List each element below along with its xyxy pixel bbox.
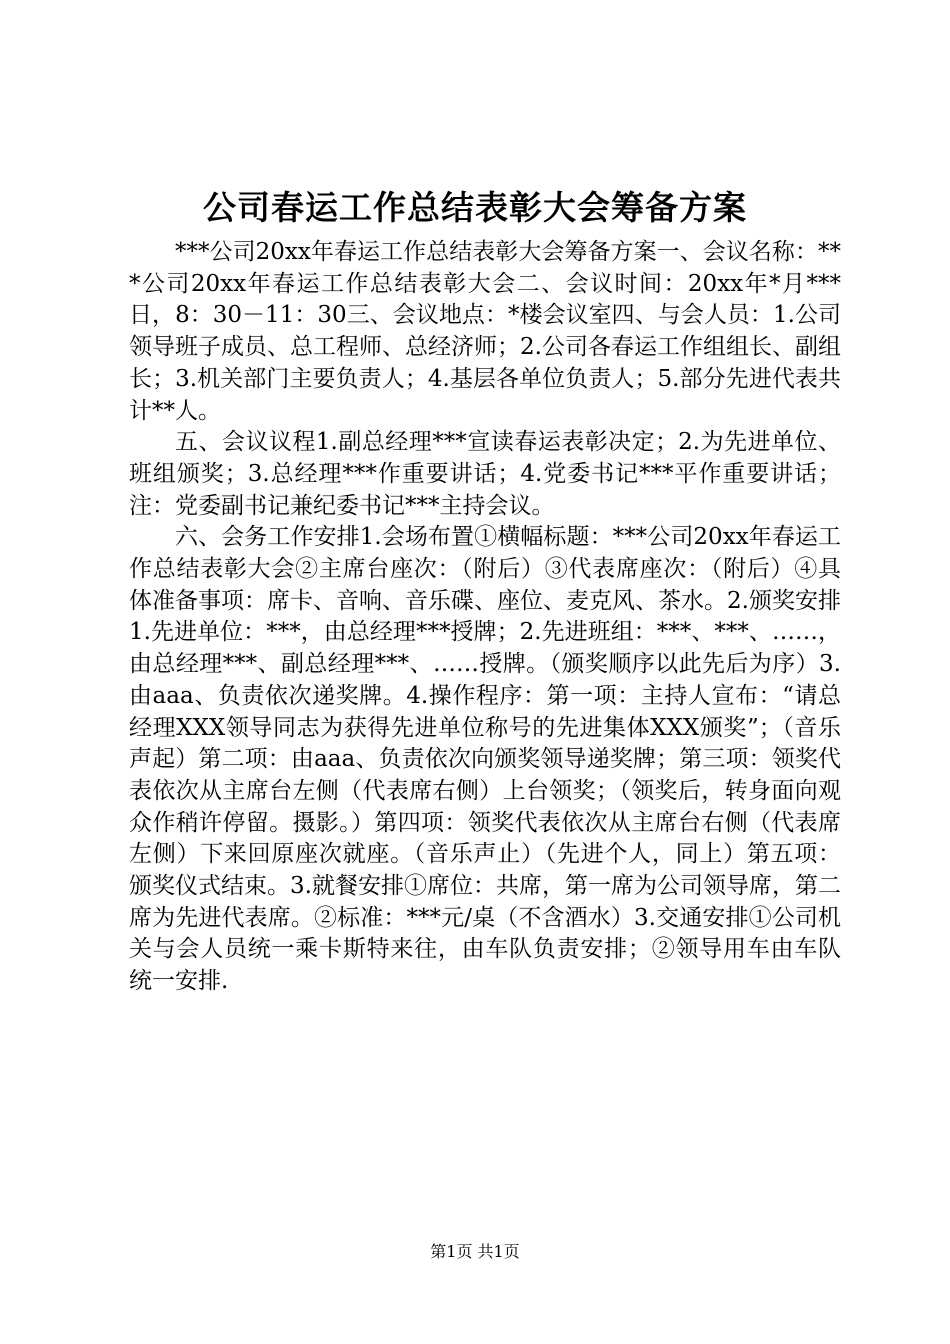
page-footer: 第1页 共1页 bbox=[430, 1242, 520, 1261]
document-body bbox=[129, 237, 841, 998]
paragraph-arrangements: 六、会务工作安排1.会场布置①横幅标题：***公司20xx年春运工作总结表彰大会②主席台座次：（附后）③代表席座次：（附后）④具体准备事项：席卡、音响、音乐碟、座位、麦克风、茶水。2.颁奖安排1.先进单位：***，由总经理***授牌；2.先进班组：***、***、……，由总经理***、副总经理***、……授牌。（颁奖顺序以此先后为序）3.由aaa、负责依次递奖牌。4.操作程序：第一项：主持人宣布：“请总经理XXX领导同志为获得先进单位称号的先进集体XXX颁奖”；（音乐声起）第二项：由aaa、负责依次向颁奖领导递奖牌；第三项：领奖代表依次从主席台左侧（代表席右侧）上台领奖；（领奖后，转身面向观众作稍许停留。摄影。）第四项：领奖代表依次从主席台右侧（代表席左侧）下来回原座次就座。（音乐声止）（先进个人，同上）第五项：颁奖仪式结束。3.就餐安排①席位：共席，第一席为公司领导席，第二席为先进代表席。②标准：***元/桌（不含酒水）3.交通安排①公司机关与会人员统一乘卡斯特来往，由车队负责安排；②领导用车由车队统一安排. bbox=[129, 524, 841, 995]
paragraph-meeting-info: ***公司20xx年春运工作总结表彰大会筹备方案一、会议名称：***公司20xx年春运工作总结表彰大会二、会议时间：20xx年*月***日，8：30－11：30三、会议地点：*楼会议室四、与会人员：1.公司领导班子成员、总工程师、总经济师；2.公司各春运工作组组长、副组长；3.机关部门主要负责人；4.基层各单位负责人；5.部分先进代表共计**人。 bbox=[129, 239, 841, 424]
document-title: 公司春运工作总结表彰大会筹备方案 bbox=[203, 188, 747, 227]
paragraph-agenda: 五、会议议程1.副总经理***宣读春运表彰决定；2.为先进单位、班组颁奖；3.总经理***作重要讲话；4.党委书记***平作重要讲话；注：党委副书记兼纪委书记***主持会议。 bbox=[129, 429, 841, 519]
